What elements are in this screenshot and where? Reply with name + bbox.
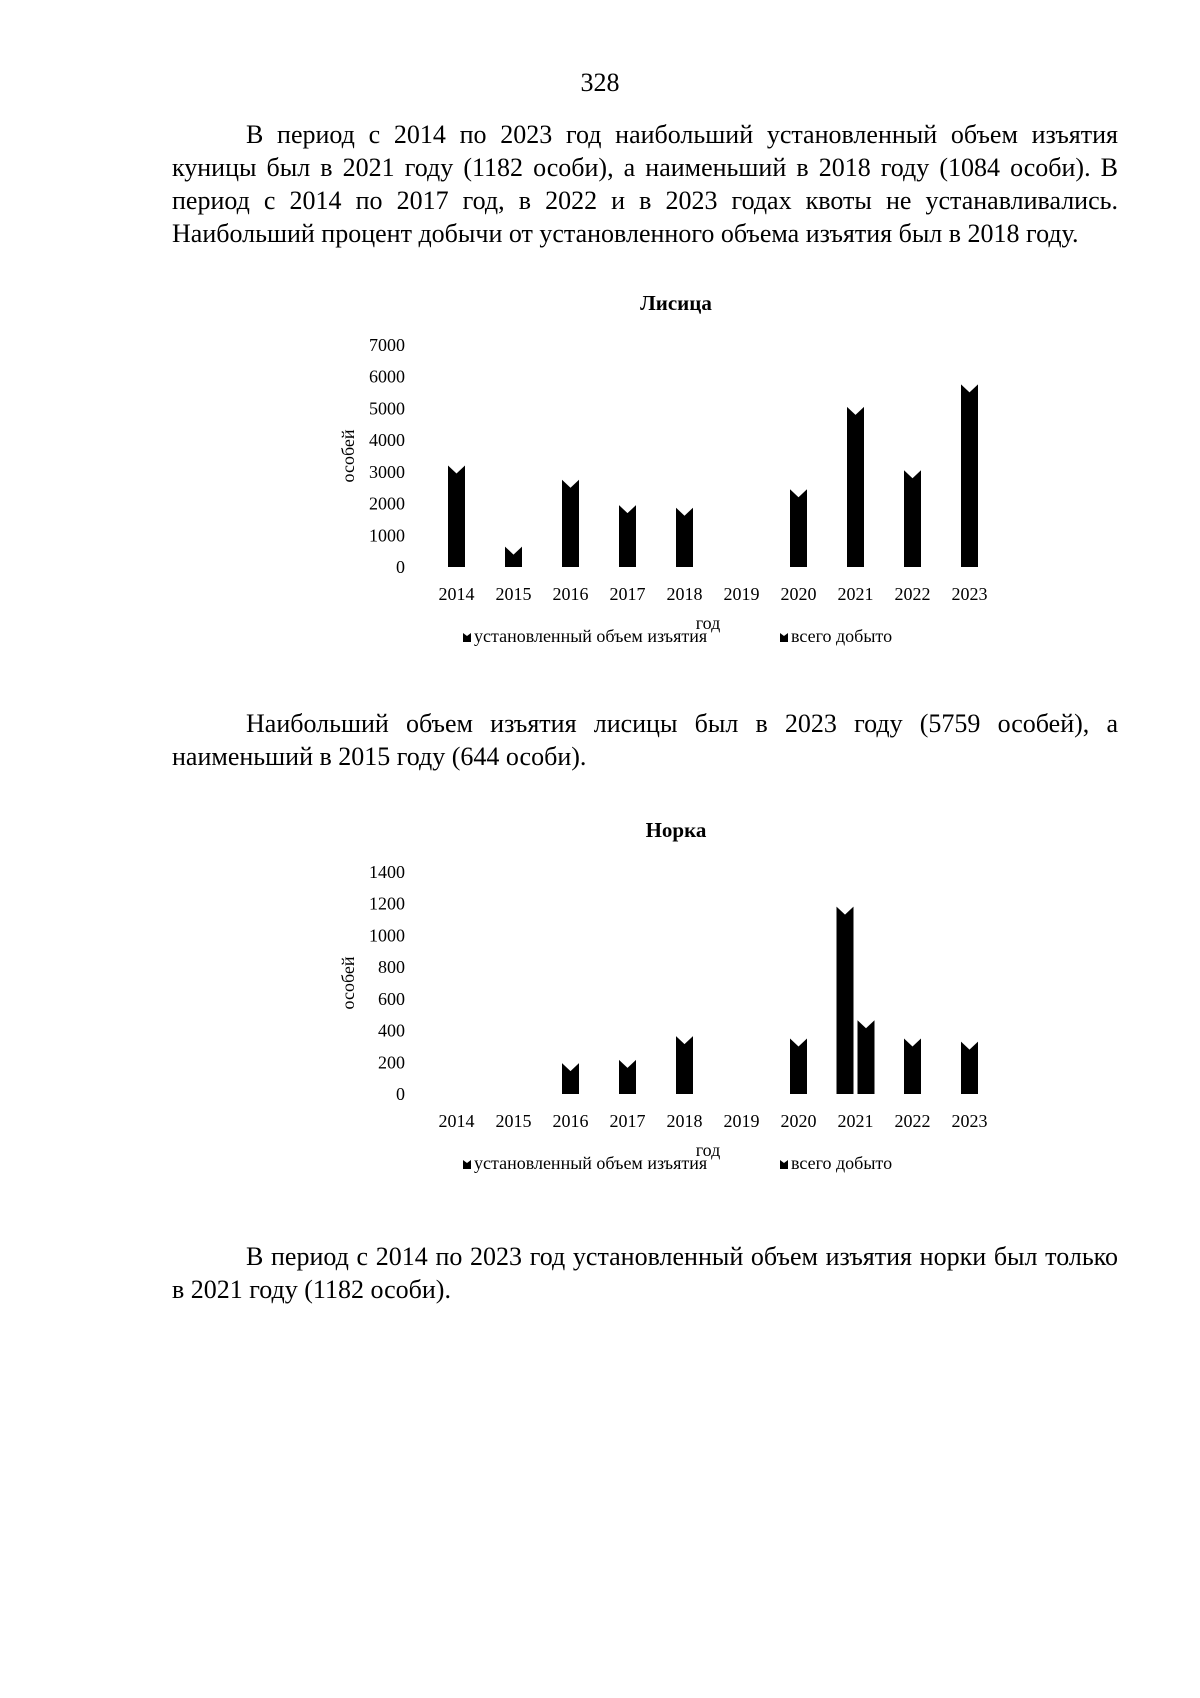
legend-label-total: всего добыто — [791, 626, 893, 646]
legend-label-plan: установленный объем изъятия — [474, 626, 708, 646]
y-tick-label: 0 — [396, 1084, 405, 1104]
x-tick-label: 2018 — [666, 584, 703, 604]
y-tick-label: 3000 — [369, 461, 405, 482]
x-tick-label: 2022 — [894, 1111, 931, 1131]
x-tick-label: 2015 — [495, 584, 532, 604]
x-tick-label: 2014 — [438, 1111, 475, 1131]
y-tick-label: 4000 — [369, 430, 405, 451]
legend-label-plan: установленный объем изъятия — [474, 1153, 708, 1173]
x-axis-label: год — [695, 1140, 721, 1160]
chart-title: Лисица — [640, 291, 712, 315]
bar-total — [790, 1039, 807, 1095]
x-tick-label: 2020 — [780, 584, 817, 604]
y-tick-label: 400 — [378, 1020, 405, 1041]
bar-total — [858, 1020, 875, 1094]
chart-fox-svg — [0, 285, 1200, 665]
legend-marker-plan — [463, 633, 471, 642]
paragraph-marten: В период с 2014 по 2023 год наибольший установленный объем изъятия куницы был в 2021 году (1182 особи), а наименьший в 2018 году (1084 особи). В период с 2014 по 2017 год, в 2022 и в 2023 годах квоты не устанавливались. Наибольший процент добычи от установленного объема изъятия был в 2018 году. — [172, 120, 1118, 248]
x-tick-label: 2016 — [552, 1111, 589, 1131]
bar-total — [790, 489, 807, 567]
x-tick-label: 2023 — [951, 584, 988, 604]
y-axis-label: особей — [338, 429, 358, 483]
bar-total — [961, 384, 978, 567]
y-tick-label: 2000 — [369, 493, 405, 514]
bar-total — [619, 1060, 636, 1094]
y-tick-label: 0 — [396, 557, 405, 577]
y-tick-label: 5000 — [369, 398, 405, 419]
x-tick-label: 2014 — [438, 584, 475, 604]
x-tick-label: 2021 — [837, 1111, 874, 1131]
bar-total — [961, 1042, 978, 1094]
x-tick-label: 2016 — [552, 584, 589, 604]
bar-plan — [837, 907, 854, 1094]
paragraph-fox: Наибольший объем изъятия лисицы был в 2023 году (5759 особей), а наименьший в 2015 году (644 особи). — [172, 709, 1118, 771]
bar-total — [562, 1063, 579, 1094]
x-tick-label: 2022 — [894, 584, 931, 604]
y-tick-label: 600 — [378, 988, 405, 1009]
bar-total — [904, 470, 921, 567]
y-tick-label: 1000 — [369, 925, 405, 946]
y-tick-label: 800 — [378, 957, 405, 978]
x-axis-label: год — [695, 613, 721, 633]
bar-total — [505, 547, 522, 567]
chart-mink-svg — [0, 812, 1200, 1192]
chart-fox — [0, 285, 1200, 665]
bar-total — [619, 505, 636, 567]
x-tick-label: 2020 — [780, 1111, 817, 1131]
bar-total — [847, 407, 864, 567]
bar-total — [676, 1036, 693, 1094]
y-tick-label: 200 — [378, 1052, 405, 1073]
bar-total — [562, 480, 579, 567]
x-tick-label: 2019 — [723, 584, 760, 604]
x-tick-label: 2015 — [495, 1111, 532, 1131]
legend-marker-total — [780, 1160, 788, 1169]
y-tick-label: 7000 — [369, 335, 405, 355]
x-tick-label: 2017 — [609, 584, 646, 604]
x-tick-label: 2021 — [837, 584, 874, 604]
x-tick-label: 2019 — [723, 1111, 760, 1131]
y-axis-label: особей — [338, 956, 358, 1010]
paragraph-mink: В период с 2014 по 2023 год установленный объем изъятия норки был только в 2021 году (1182 особи). — [172, 1242, 1118, 1304]
x-tick-label: 2018 — [666, 1111, 703, 1131]
legend-marker-plan — [463, 1160, 471, 1169]
chart-mink — [0, 812, 1200, 1192]
legend-label-total: всего добыто — [791, 1153, 893, 1173]
bar-total — [904, 1039, 921, 1095]
x-tick-label: 2023 — [951, 1111, 988, 1131]
y-tick-label: 1400 — [369, 862, 405, 882]
chart-title: Норка — [645, 818, 707, 842]
page-number: 328 — [580, 68, 620, 97]
legend-marker-total — [780, 633, 788, 642]
x-tick-label: 2017 — [609, 1111, 646, 1131]
y-tick-label: 1200 — [369, 893, 405, 914]
y-tick-label: 1000 — [369, 525, 405, 546]
bar-total — [676, 508, 693, 567]
bar-total — [448, 466, 465, 567]
y-tick-label: 6000 — [369, 366, 405, 387]
